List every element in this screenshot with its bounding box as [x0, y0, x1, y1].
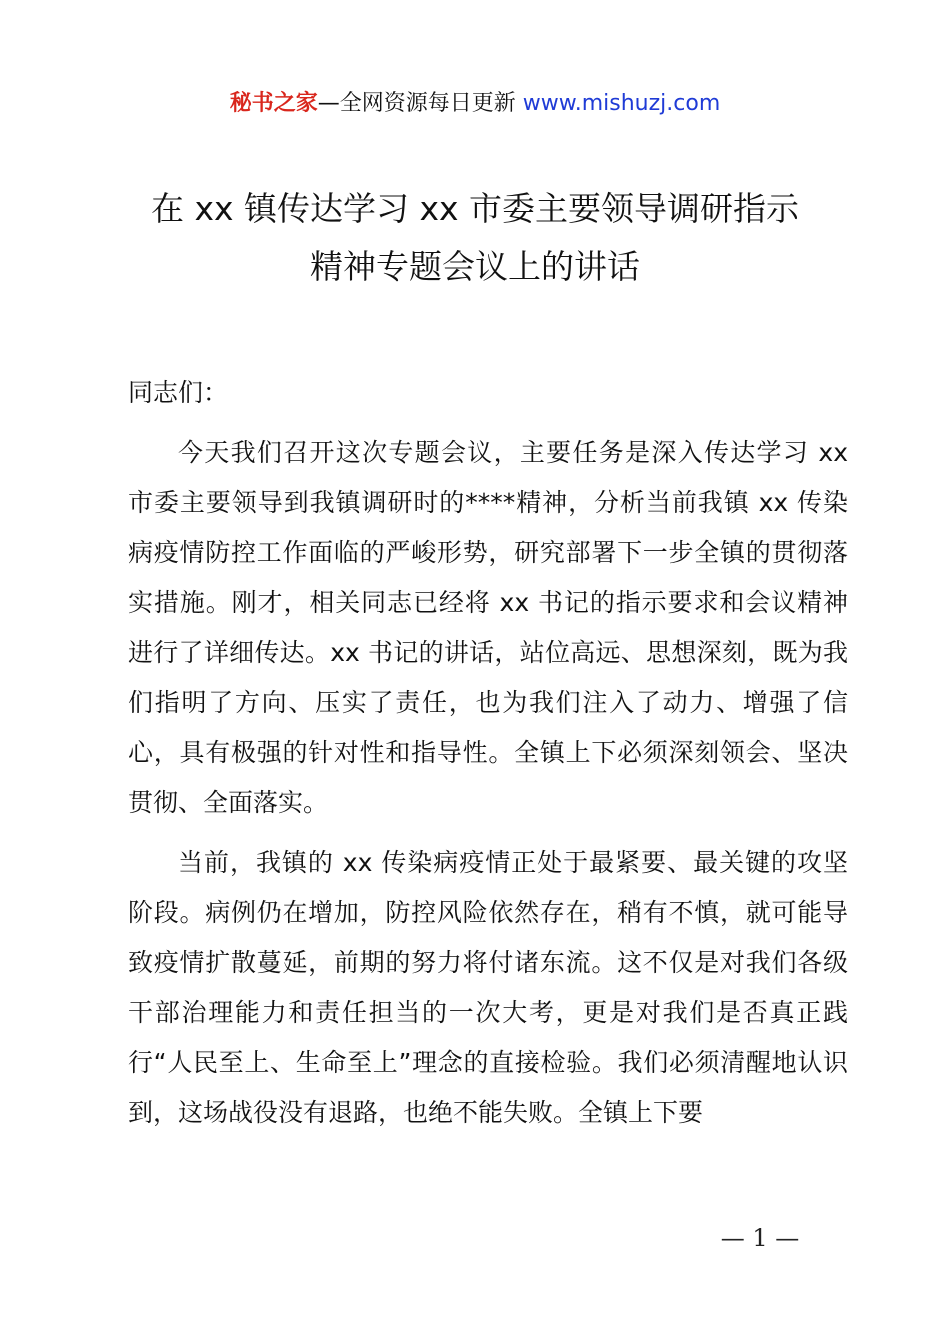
title-line-1: 在 xx 镇传达学习 xx 市委主要领导调研指示	[150, 189, 800, 228]
salutation: 同志们：	[128, 378, 229, 407]
brand-name: 秘书之家	[229, 91, 318, 116]
document-body	[128, 368, 848, 1148]
site-header	[0, 88, 950, 120]
title-line-2: 精神专题会议上的讲话	[310, 247, 640, 286]
paragraph-1: 今天我们召开这次专题会议，主要任务是深入传达学习 xx 市委主要领导到我镇调研时的****精神，分析当前我镇 xx 传染病疫情防控工作面临的严峻形势，研究部署下一步全镇的贯彻落实措施。刚才，相关同志已经将 xx 书记的指示要求和会议精神进行了详细传达。xx 书记的讲话，站位高远、思想深刻，既为我们指明了方向、压实了责任，也为我们注入了动力、增强了信心，具有极强的针对性和指导性。全镇上下必须深刻领会、坚决贯彻、全面落实。	[128, 438, 848, 817]
page-number: — 1 —	[720, 1224, 800, 1252]
header-tagline: —全网资源每日更新	[317, 91, 516, 116]
site-url-link[interactable]: www.mishuzj.com	[522, 91, 721, 116]
paragraph-2: 当前，我镇的 xx 传染病疫情正处于最紧要、最关键的攻坚阶段。病例仍在增加，防控风险依然存在，稍有不慎，就可能导致疫情扩散蔓延，前期的努力将付诸东流。这不仅是对我们各级干部治理能力和责任担当的一次大考，更是对我们是否真正践行“人民至上、生命至上”理念的直接检验。我们必须清醒地认识到，这场战役没有退路，也绝不能失败。全镇上下要	[128, 848, 848, 1127]
document-title	[60, 180, 890, 296]
